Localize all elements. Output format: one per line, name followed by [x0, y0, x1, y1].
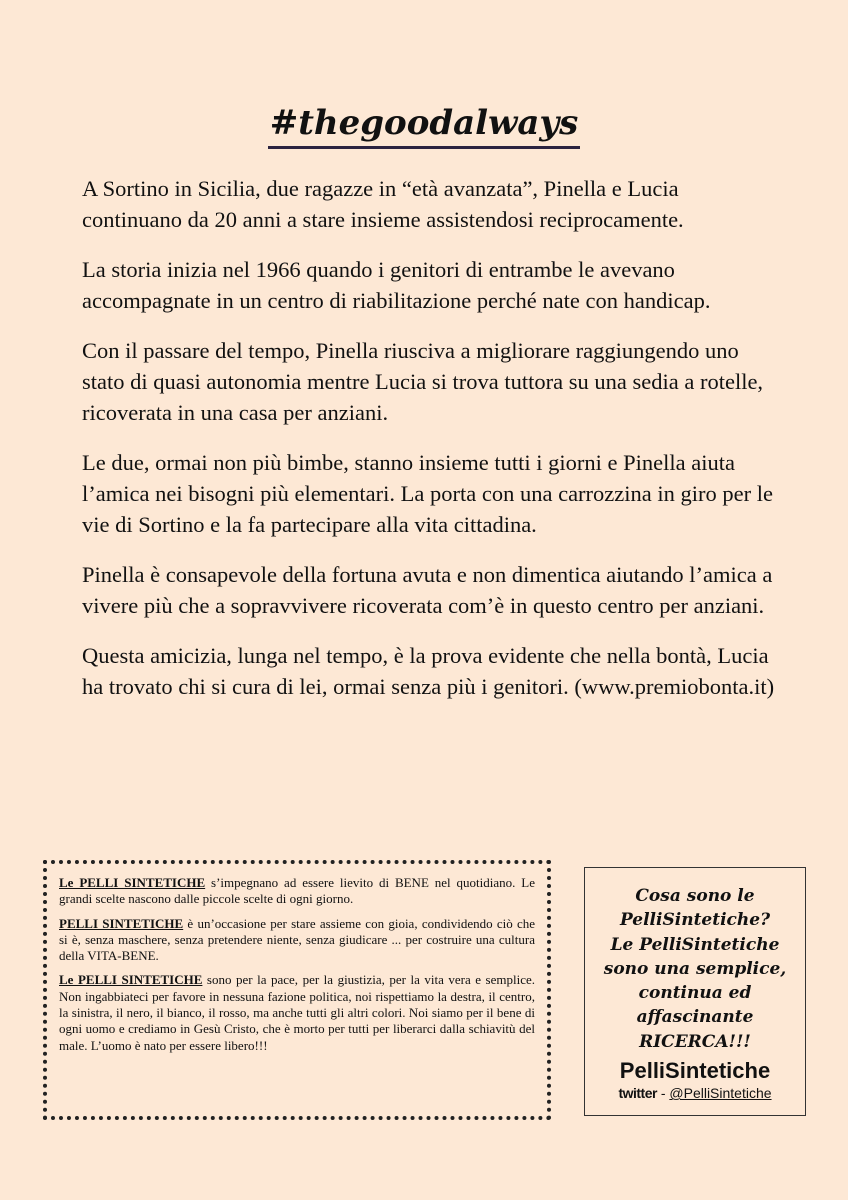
- manifesto-paragraph: [59, 875, 535, 908]
- article-paragraph: Pinella è consapevole della fortuna avuta e non dimentica aiutando l’amica a vivere più che a sopravvivere ricoverata com’è in questo centro per anziani.: [82, 562, 773, 618]
- info-question-line: affascinante: [636, 1007, 754, 1028]
- twitter-line: [585, 1084, 805, 1102]
- manifesto-text: sono per la pace, per la giustizia, per la vita vera e semplice. Non ingabbiateci per favore in nessuna fazione politica, noi rispettiamo la destra, il centro, la sinistra, il nero, il bianco, il rosso, ma anche tutti gli altri colori. Noi siamo per il bene di ogni uomo e crediamo in Gesù Cristo, che è morto per tutti per liberarci dalla schiavitù del male. L’uomo è nato per essere libero!!!: [59, 972, 536, 1053]
- article-body: [82, 173, 782, 721]
- article-paragraph: Le due, ormai non più bimbe, stanno insieme tutti i giorni e Pinella aiuta l’amica nei bisogni più elementari. La porta con una carrozzina in giro per le vie di Sortino e la fa partecipare alla vita cittadina.: [82, 450, 773, 537]
- manifesto-paragraph: [59, 972, 535, 1053]
- manifesto-lead: Le PELLI SINTETICHE: [59, 972, 203, 988]
- info-question-line: RICERCA!!!: [639, 1031, 751, 1052]
- pelli-sintetiche-manifesto-box: [43, 860, 551, 1120]
- info-question: [585, 884, 805, 1054]
- manifesto-text: è un’occasione per stare assieme con gioia, condividendo ciò che si è, senza maschere, senza pretendere niente, senza giudicare ... per costruire una cultura della VITA-BENE.: [59, 915, 535, 964]
- article-paragraph: Questa amicizia, lunga nel tempo, è la prova evidente che nella bontà, Lucia ha trovato chi si cura di lei, ormai senza più i genitori. (www.premiobonta.it): [82, 643, 775, 699]
- article-paragraph: La storia inizia nel 1966 quando i genitori di entrambe le avevano accompagnate in un centro di riabilitazione perché nate con handicap.: [82, 257, 711, 313]
- info-question-line: Cosa sono le: [635, 886, 755, 906]
- info-question-line: continua ed: [638, 983, 752, 1004]
- manifesto-lead: Le PELLI SINTETICHE: [59, 875, 206, 890]
- pelli-sintetiche-info-box: [584, 867, 806, 1116]
- article-paragraph: A Sortino in Sicilia, due ragazze in “età avanzata”, Pinella e Lucia continuano da 20 anni a stare insieme assistendosi reciprocamente.: [82, 176, 684, 232]
- twitter-label: twitter: [618, 1085, 657, 1102]
- article-paragraph: Con il passare del tempo, Pinella riusciva a migliorare raggiungendo uno stato di quasi autonomia mentre Lucia si trova tuttora su una sedia a rotelle, ricoverata in una casa per anziani.: [82, 338, 764, 425]
- manifesto-lead: PELLI SINTETICHE: [59, 915, 184, 931]
- manifesto-paragraph: [59, 916, 535, 965]
- manifesto-text: s’impegnano ad essere lievito di BENE nel quotidiano. Le grandi scelte nascono dalle piccole scelte di ogni giorno.: [59, 875, 535, 907]
- page-title-text: #thegoodalways: [268, 103, 581, 149]
- twitter-handle-link[interactable]: @PelliSintetiche: [669, 1085, 772, 1102]
- info-question-line: PelliSintetiche?: [619, 910, 771, 931]
- brand-name: PelliSintetiche: [619, 1058, 771, 1084]
- twitter-separator: -: [656, 1085, 670, 1102]
- page-title: [0, 103, 848, 149]
- info-question-line: sono una semplice,: [603, 958, 787, 979]
- info-question-line: Le PelliSintetiche: [610, 934, 780, 955]
